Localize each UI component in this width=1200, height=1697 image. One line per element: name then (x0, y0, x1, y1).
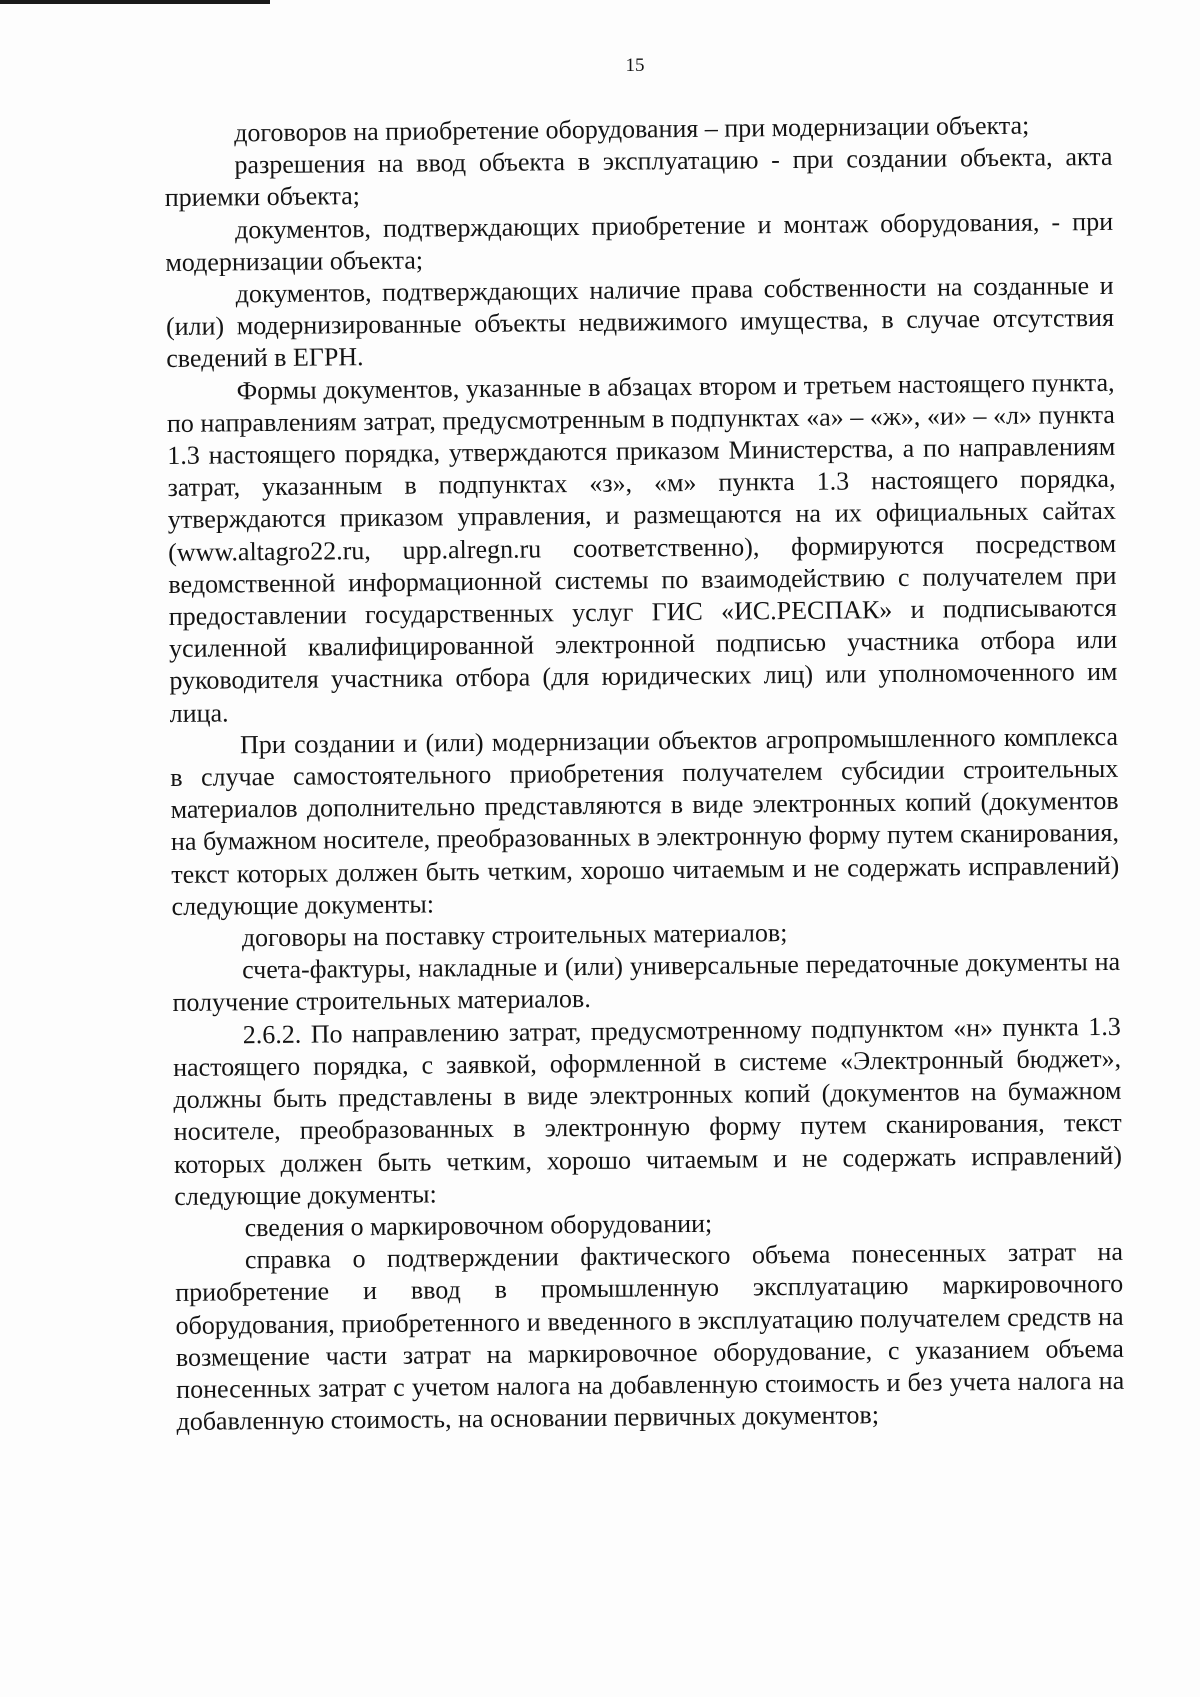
paragraph: сведения о маркировочном оборудовании; (244, 1208, 713, 1243)
paragraph: Формы документов, указанные в абзацах втором и третьем настоящего пункта, по направлениям затрат, предусмотренным в подпунктах «а» – «ж», «и» – «л» пункта 1.3 настоящего порядка, утверждаются приказом Министерства, а по направлениям затрат, указанным в подпунктах «з», «м» пункта 1.3 настоящего порядка, утверждаются приказом управления, и размещаются на их официальных сайтах (www.altagro22.ru, upp.alregn.ru соответственно), формируются посредством ведомственной информационной системы по взаимодействию с получателем при предоставлении государственных услуг ГИС «ИС.РЕСПАК» и подписываются усиленной квалифицированной электронной подписью участника отбора или руководителя участника отбора (для юридических лиц) или уполномоченного им лица. (166, 367, 1118, 728)
paragraph: 2.6.2. По направлению затрат, предусмотренному подпунктом «н» пункта 1.3 настоящего порядка, с заявкой, оформленной в системе «Электронный бюджет», должны быть представлены в виде электронных копий (документов на бумажном носителе, преобразованных в электронную форму путем сканирования, текст которых должен быть четким, хорошо читаемым и не содержать исправлений) следующие документы: (172, 1011, 1123, 1211)
paragraph: договоров на приобретение оборудования – при модернизации объекта; (234, 110, 1030, 148)
paragraph: счета-фактуры, накладные и (или) универсальные передаточные документы на получение строительных материалов. (172, 947, 1121, 1018)
paragraph: разрешения на ввод объекта в эксплуатацию - при создании объекта, акта приемки объекта; (164, 142, 1113, 213)
paragraph: договоры на поставку строительных материалов; (241, 918, 788, 953)
page-number: 15 (625, 55, 645, 76)
paragraph: При создании и (или) модернизации объектов агропромышленного комплекса в случае самостоятельного приобретения получателем субсидии строительных материалов дополнительно представляются в виде электронных копий (документов на бумажном носителе, преобразованных в электронную форму путем сканирования, текст которых должен быть четким, хорошо читаемым и не содержать исправлений) следующие документы: (170, 721, 1120, 921)
paragraph: справка о подтверждении фактического объема понесенных затрат на приобретение и ввод в промышленную эксплуатацию маркировочного оборудования, приобретенного и введенного в эксплуатацию получателем средств на возмещение части затрат на маркировочное оборудование, с указанием объема понесенных затрат с учетом налога на добавленную стоимость и без учета налога на добавленную стоимость, на основании первичных документов; (175, 1236, 1125, 1437)
paragraph: документов, подтверждающих наличие права собственности на созданные и (или) модернизированные объекты недвижимого имущества, в случае отсутствия сведений в ЕГРН. (165, 270, 1115, 374)
scan-edge-mark (0, 0, 270, 4)
document-body (164, 109, 1125, 1438)
paragraph: документов, подтверждающих приобретение и монтаж оборудования, - при модернизации объекта; (165, 206, 1114, 277)
